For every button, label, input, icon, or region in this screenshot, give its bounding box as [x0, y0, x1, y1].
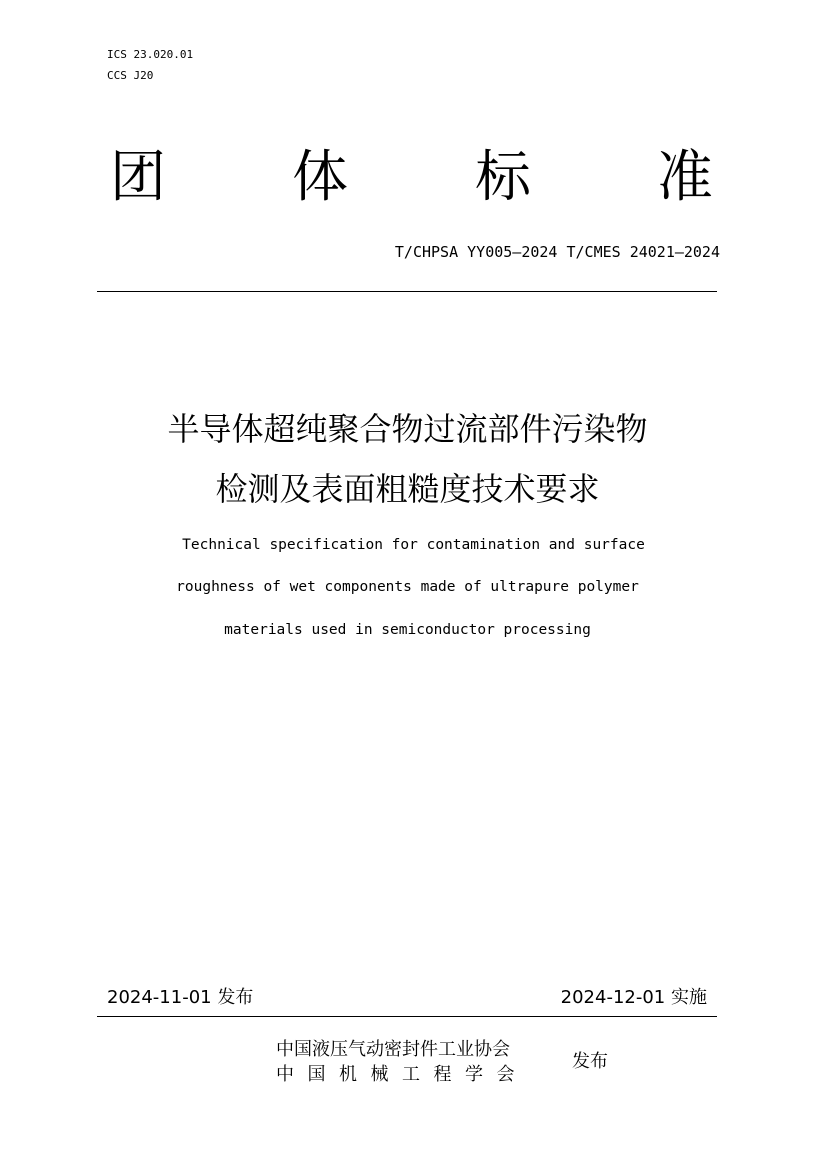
publisher-org-2: 中国机械工程学会	[276, 1064, 528, 1085]
standard-type-char-1: 团	[110, 145, 166, 210]
bottom-divider	[97, 1016, 717, 1017]
title-english-line-1: Technical specification for contamination and surface	[182, 537, 645, 553]
title-chinese-line-1: 半导体超纯聚合物过流部件污染物	[167, 410, 648, 448]
standard-type-char-4: 准	[657, 145, 713, 210]
standard-type-char-2: 体	[292, 145, 348, 210]
implement-date: 2024-12-01 实施	[560, 987, 707, 1008]
publisher-org-1: 中国液压气动密封件工业协会	[276, 1039, 510, 1060]
publish-action-label: 发布	[572, 1051, 608, 1072]
standard-number: T/CHPSA YY005—2024 T/CMES 24021—2024	[394, 243, 720, 261]
standard-type-char-3: 标	[475, 145, 531, 210]
title-chinese-line-2: 检测及表面粗糙度技术要求	[215, 470, 600, 508]
ics-code: ICS 23.020.01	[107, 48, 194, 61]
title-english-line-2: roughness of wet components made of ultrapure polymer	[176, 579, 639, 595]
title-english-line-3: materials used in semiconductor processing	[224, 622, 591, 638]
top-divider	[97, 291, 717, 292]
ccs-code: CCS J20	[107, 69, 154, 82]
publish-date: 2024-11-01 发布	[107, 987, 254, 1008]
